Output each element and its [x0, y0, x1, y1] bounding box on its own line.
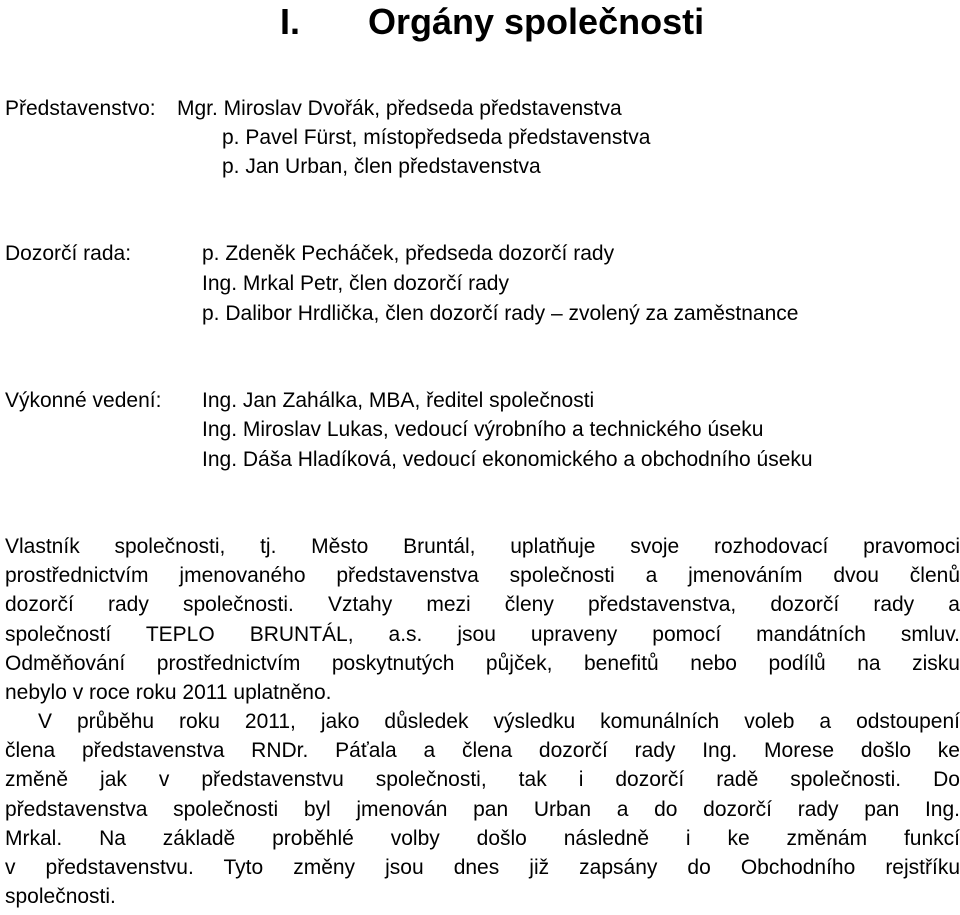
ownership-paragraph: [5, 532, 960, 707]
management-member: Ing. Miroslav Lukas, vedoucí výrobního a technického úseku: [202, 418, 764, 441]
board-member: p. Pavel Fürst, místopředseda představenstva: [222, 126, 651, 149]
paragraph-line: V průběhu roku 2011, jako důsledek výsledku komunálních voleb a odstoupení: [38, 710, 960, 733]
management-label: Výkonné vedení:: [5, 389, 162, 412]
page-title: [280, 2, 704, 42]
supervisory-member: p. Zdeněk Pecháček, předseda dozorčí rady: [202, 242, 615, 265]
changes-paragraph: [5, 707, 960, 911]
supervisory-member: Ing. Mrkal Petr, člen dozorčí rady: [202, 272, 509, 295]
supervisory-label: Dozorčí rada:: [5, 242, 132, 265]
paragraph-line: společnosti.: [5, 885, 116, 909]
supervisory-member: p. Dalibor Hrdlička, člen dozorčí rady – zvolený za zaměstnance: [202, 302, 799, 325]
section-title: Orgány společnosti: [368, 1, 705, 42]
paragraph-line: Mrkal. Na základě proběhlé volby došlo následně i ke změnám funkcí: [5, 826, 960, 850]
paragraph-line: společností TEPLO BRUNTÁL, a.s. jsou upraveny pomocí mandátních smluv.: [5, 622, 960, 646]
board-label: Představenstvo:: [5, 97, 156, 120]
paragraph-line: Vlastník společnosti, tj. Město Bruntál, uplatňuje svoje rozhodovací pravomoci: [5, 535, 960, 558]
paragraph-line: člena představenstva RNDr. Páťala a člena dozorčí rady Ing. Morese došlo ke: [5, 739, 960, 763]
paragraph-line: prostřednictvím jmenovaného představenstva společnosti a jmenováním dvou členů: [5, 564, 960, 588]
section-number: I.: [280, 1, 301, 42]
board-member: p. Jan Urban, člen představenstva: [222, 155, 541, 178]
paragraph-line: změně jak v představenstvu společnosti, tak i dozorčí radě společnosti. Do: [5, 768, 960, 792]
paragraph-line: Odměňování prostřednictvím poskytnutých půjček, benefitů nebo podílů na zisku: [5, 651, 960, 675]
paragraph-line: nebylo v roce roku 2011 uplatněno.: [5, 681, 332, 705]
management-member: Ing. Dáša Hladíková, vedoucí ekonomického a obchodního úseku: [202, 448, 813, 471]
paragraph-line: v představenstvu. Tyto změny jsou dnes již zapsány do Obchodního rejstříku: [5, 856, 960, 880]
paragraph-line: dozorčí rady společnosti. Vztahy mezi členy představenstva, dozorčí rady a: [5, 593, 960, 617]
board-member: Mgr. Miroslav Dvořák, předseda představenstva: [177, 97, 622, 120]
management-member: Ing. Jan Zahálka, MBA, ředitel společnosti: [202, 389, 595, 412]
paragraph-line: představenstva společnosti byl jmenován pan Urban a do dozorčí rady pan Ing.: [5, 797, 960, 821]
